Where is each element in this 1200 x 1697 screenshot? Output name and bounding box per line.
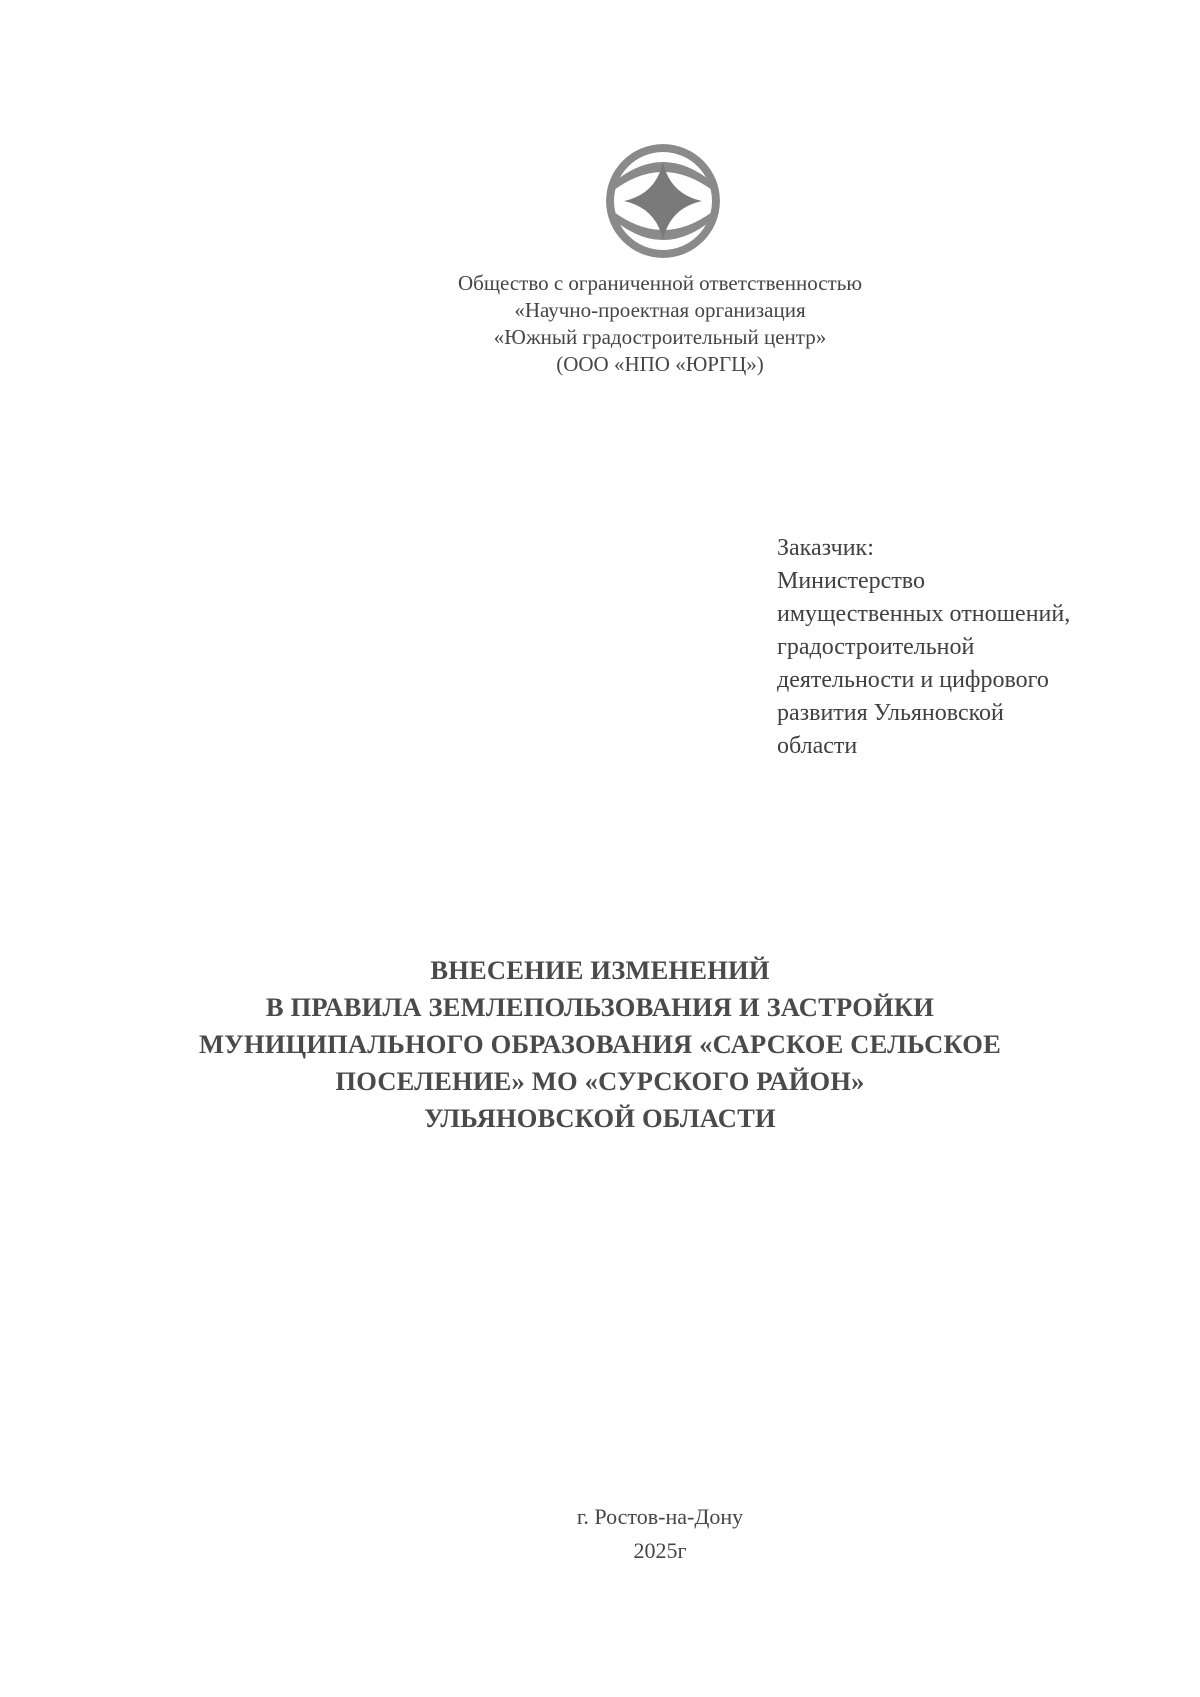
title-line: ПОСЕЛЕНИЕ» МО «СУРСКОГО РАЙОН»	[335, 1066, 865, 1096]
title-line: ВНЕСЕНИЕ ИЗМЕНЕНИЙ	[430, 955, 770, 985]
footer	[450, 1500, 870, 1568]
title-line: В ПРАВИЛА ЗЕМЛЕПОЛЬЗОВАНИЯ И ЗАСТРОЙКИ	[265, 992, 935, 1022]
document-title	[100, 952, 1100, 1137]
organization-line: «Южный градостроительный центр»	[493, 325, 827, 349]
customer-label: Заказчик:	[777, 535, 874, 561]
customer-block	[777, 532, 1177, 763]
title-line: МУНИЦИПАЛЬНОГО ОБРАЗОВАНИЯ «САРСКОЕ СЕЛЬСКОЕ	[199, 1029, 1001, 1059]
footer-city: г. Ростов-на-Дону	[576, 1504, 744, 1529]
organization-line: Общество с ограниченной ответственностью	[457, 271, 863, 295]
org-logo-icon	[604, 142, 722, 260]
customer-line: имущественных отношений,	[777, 601, 1071, 627]
customer-line: развития Ульяновской	[777, 700, 1004, 726]
customer-line: Министерство	[777, 568, 925, 594]
footer-year: 2025г	[633, 1538, 687, 1563]
organization-name	[300, 270, 1020, 378]
organization-line: «Научно-проектная организация	[514, 298, 806, 322]
customer-line: деятельности и цифрового	[777, 667, 1049, 693]
customer-line: градостроительной	[777, 634, 975, 660]
title-line: УЛЬЯНОВСКОЙ ОБЛАСТИ	[424, 1103, 776, 1133]
organization-abbreviation: (ООО «НПО «ЮРГЦ»)	[556, 352, 764, 376]
customer-line: области	[777, 733, 858, 759]
